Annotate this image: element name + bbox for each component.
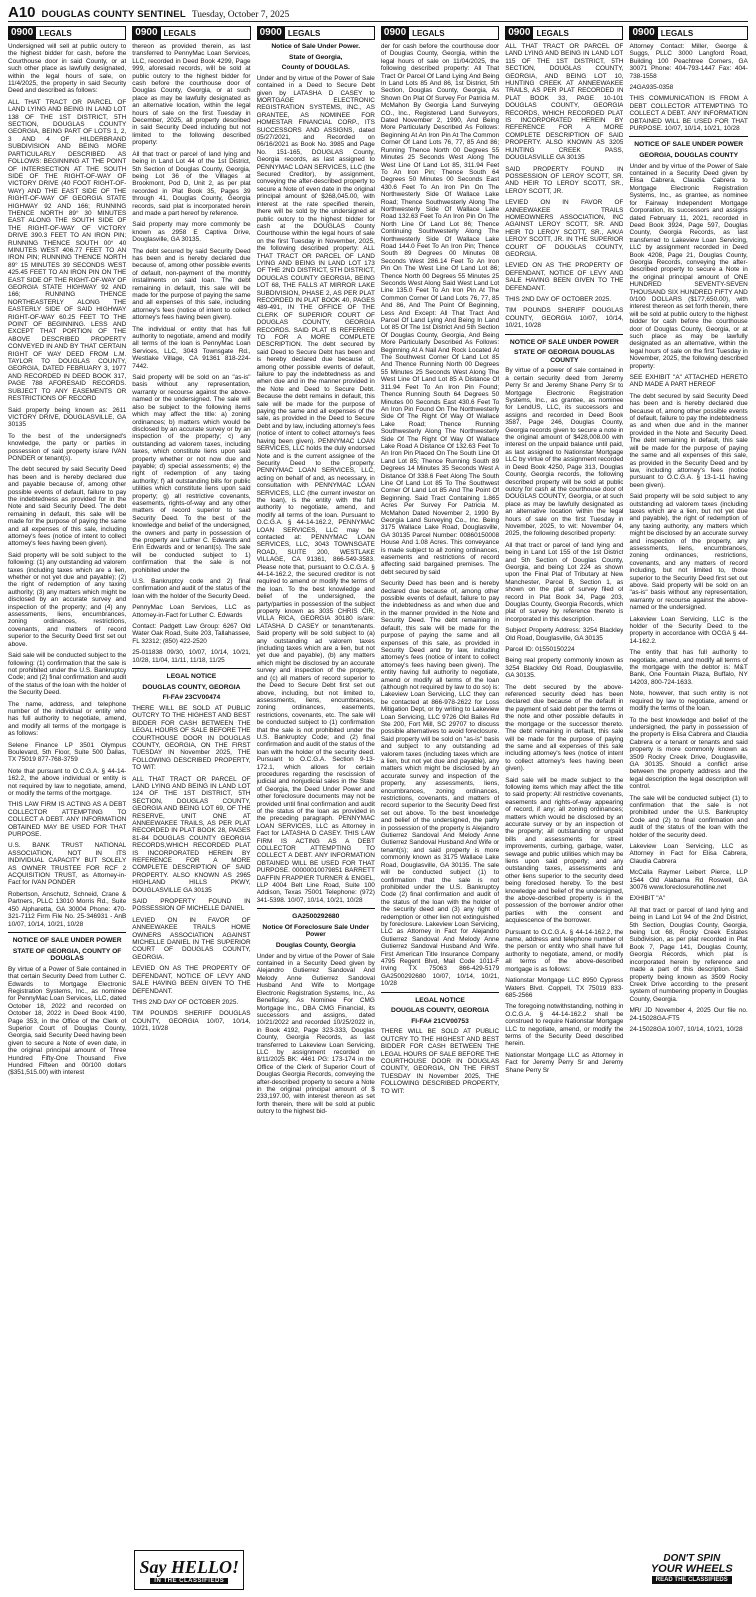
notice-divider [505,334,623,335]
notice-paragraph: Lakeview Loan Servicing, LLC as Attorney in Fact for Elisa Cabrera, Claudia Cabrera [629,843,748,865]
ad-headline: Say HELLO! [139,1556,240,1577]
notice-paragraph: LEVIED ON AS THE PROPERTY OF DEFENDANT, NOTICE OF LEVY AND SALE HAVING BEEN GIVEN TO THE DEFENDANT. [505,262,624,292]
notice-paragraph: Said sale will be conducted subject to the following: (1) confirmation that the sale is not prohibited under the U.S. Bankruptcy Code; and (2) final confirmation and audit of the status of the loan with the holder of the Security Deed. [8,652,127,697]
section-label: LEGALS [658,26,748,40]
section-header [257,26,375,40]
section-header [629,26,747,40]
masthead [8,4,748,22]
notice-paragraph: thereon as provided therein, as last transferred to PennyMac Loan Services, LLC, recorded in Deed Book 4299, Page 999, aforesaid records, will be sold at public outcry to the highest bidder for cash before the courthouse door of Douglas County, Georgia, or at such place as may be lawfully designated as an alternative location, within the legal hours of sale on the first Tuesday in December, 2025, all property described in said Security Deed including but not limited to the following described property: [132,43,251,147]
legal-column [257,26,375,1592]
notice-paragraph: Subject Property Address: 3254 Blackley Old Road, Douglasville, GA 30135 [505,627,624,642]
notice-paragraph: Said sale will be made subject to the following items which may affect the title to said property: All restrictive covenants, easements and rights-of-way appearing of record, if any; all zoning ordinances; matters which would be disclosed by an accurate survey or by an inspection of the property; all outstanding or unpaid bills and assessments for street improvements, curbing, garbage, water, sewage and public utilities which may be liens upon said property; and any outstanding taxes, assessments and other liens superior to the security deed being foreclosed hereby. To the best knowledge and belief of the undersigned, the above-described property is in the possession of the borrower and/or other parties with the consent and acquiescence of the borrower. [505,776,624,925]
section-header [381,26,499,40]
notice-divider [132,668,250,669]
notice-paragraph: Said property will be sold subject to any outstanding ad valorem taxes (including taxes which are a lien, but not yet due and payable), the right of redemption of any taxing authority, any matters which might be disclosed by an accurate survey and inspection of the property, any assessments, liens, encumbrances, zoning ordinances, restrictions, covenants, and any matters of record including, but not limited to, those superior to the Security Deed first set out above. Said property will be sold on an "as-is" basis without any representation, warranty or recourse against the above-named or the undersigned. [629,493,748,612]
legal-columns [8,26,748,1592]
notice-paragraph: THIS 2ND DAY OF OCTOBER 2025. [132,998,239,1006]
notice-paragraph: The individual or entity that has full authority to negotiate, amend and modify all terms of the loan is PennyMac Loan Services, LLC, 3043 Townsgate Rd., Westlake Village, CA 91361 818-224-7442. [132,325,251,370]
notice-paragraph: The debt secured by said Security Deed has been and is hereby declared due because of, among other possible events of default, non-payment of the monthly installments on said loan. The debt remaining in default, this sale will be made for the purpose of paying the same and all expenses of this sale, including attorney's fees (notice of intent to collect attorney's fees having been given). [132,247,251,322]
notice-paragraph: U.S. BANK TRUST NATIONAL ASSOCIATION, NOT IN ITS INDIVIDUAL CAPACITY BUT SOLELY AS OWNER TRUSTEE FOR RCF 2 ACQUISITION TRUST, as Attorney-in-Fact for IVAN PONDER [8,842,127,887]
notice-paragraph: Security Deed has been and is hereby declared due because of, among other possible events of default, failure to pay the indebtedness as and when due and in the manner provided in the Note and Security Deed. The debt remaining in default, this sale will be made for the purpose of paying the same and all expenses of this sale, as provided in Security Deed and by law, including attorney's fees (notice of intent to collect attorney's fees having been given). The entity having full authority to negotiate, amend or modify all terms of the loan (although not required by law to do so) is: Lakeview Loan Servicing, LLC they can be contacted at 866-978-2622 for Loss Mitigation Dept, or by writing to Lakeview Loan Servicing, LLC 9726 Old Bailes Rd Ste 200, Fort Mill, SC 29707 to discuss possible alternatives to avoid foreclosure. Said property will be sold on "as-is" basis and subject to any outstanding ad valorem taxes (including taxes which are a lien, but not yet due and payable), any matters which might be disclosed by an accurate survey and inspection of the property, any assessments, liens, encumbrances, zoning ordinances, restrictions, covenants, and matters of record superior to the Security Deed first set out above. To the best knowledge and belief of the undersigned, the party in possession of the property is Alejandro Gutierrez Sandoval And Melody Anne Gutierrez Sandoval Husband And Wife or tenant(s); and said property is more commonly known as 3175 Wallace Lake Road, Douglasville, GA 30135. The sale will be conducted subject (1) to confirmation that the sale is not prohibited under the U.S. Bankruptcy Code (2) final confirmation and audit of the status of the loan with the holder of the security deed and (3) any right of redemption or other lien not extinguished by foreclosure. Lakeview Loan Servicing, LLC as Attorney in Fact for Alejandro Gutierrez Sandoval And Melody Anne Gutierrez Sandoval Husband And Wife. First American Title Insurance Company 4795 Regent Blvd, Mail Code 1011-F Irving TX 75063 866-429-5179 GA2500292680 10/07, 10/14, 10/21, 10/28 [380,580,500,988]
notice-paragraph: Selene Finance LP 3501 Olympus Boulevard, 5th Floor, Suite 500 Dallas, TX 75019 877-768-3759 [8,741,127,764]
section-header [8,26,126,40]
notice-paragraph: THIS 2ND DAY OF OCTOBER 2025. [505,296,612,303]
notice-body [8,43,126,1077]
notice-paragraph: Under and by virtue of the Power of Sale contained in a Deed to Secure Debt given by LATASHA D CASEY to MORTGAGE ELECTRONIC REGISTRATION SYSTEMS, INC., AS GRANTEE, AS NOMINEE FOR HOMESTAR FINANCIAL CORP., ITS SUCCESSORS AND ASSIGNS, dated 05/27/2021, and Recorded on 06/16/2021 as Book No. 3985 and Page No. 151-165, DOUGLAS County, Georgia records, as last assigned to PENNYMAC LOAN SERVICES, LLC (the Secured Creditor), by assignment, conveying the after-described property to secure a Note of even date in the original principal amount of $268,045.00, with interest at the rate specified therein, there will be sold by the undersigned at public outcry to the highest bidder for cash at the DOUGLAS County Courthouse within the legal hours of sale on the first Tuesday in November, 2025, the following described property: ALL THAT TRACT OR PARCEL OF LAND LYING AND BEING IN LAND LOT 173 OF THE 2ND DISTRICT, 5TH DISTRICT, DOUGLAS COUNTY GEORGIA, BEING LOT 68, THE FALLS AT MIRROR LAKE SUBDIVISION, PHASE 2, AS PER PLAT RECORDED IN PLAT BOOK 40, PAGES 489-491, IN THE OFFICE OF THE CLERK OF SUPERIOR COURT OF DOUGLAS COUNTY, GEORGIA RECORDS. SAID PLAT IS REFERRED TO FOR A MORE COMPLETE DESCRIPTION. The debt secured by said Deed to Secure Debt has been and is hereby declared due because of, among other possible events of default, failure to pay the indebtedness as and when due and in the manner provided in the Note and Deed to Secure Debt. Because the debt remains in default, this sale will be made for the purpose of paying the same and all expenses of the sale, as provided in the Deed to Secure Debt and by law, including attorney's fees (notice of intent to collect attorney's fees having been given). PENNYMAC LOAN SERVICES, LLC holds the duly endorsed Note and is the current assignee of the Security Deed to the property. PENNYMAC LOAN SERVICES, LLC, acting on behalf of and, as necessary, in consultation with PENNYMAC LOAN SERVICES, LLC (the current investor on the loan), is the entity with the full authority to negotiate, amend, and modify all terms of the loan. Pursuant to O.C.G.A. § 44-14-162.2, PENNYMAC LOAN SERVICES, LLC may be contacted at: PENNYMAC LOAN SERVICES, LLC, 3043 TOWNSGATE ROAD, SUITE 200, WESTLAKE VILLAGE, CA 91361, 866-549-3583. Please note that, pursuant to O.C.G.A. § 44-14-162.2, the secured creditor is not required to amend or modify the terms of the loan. To the best knowledge and belief of the undersigned, the party/parties in possession of the subject property known as 3035 CHRIS CIR, VILLA RICA, GEORGIA 30180 is/are: LATASHA D CASEY or tenant/tenants. Said property will be sold subject to (a) any outstanding ad valorem taxes (including taxes which are a lien, but not yet due and payable), (b) any matters which might be disclosed by an accurate survey and inspection of the property, and (c) all matters of record superior to the Deed to Secure Debt first set out above, including, but not limited to, assessments, liens, encumbrances, zoning ordinances, easements, restrictions, covenants, etc. The sale will be conducted subject to (1) confirmation that the sale is not prohibited under the U.S. Bankruptcy Code; and (2) final confirmation and audit of the status of the loan with the holder of the security deed. Pursuant to O.C.G.A. Section 9-13-172.1, which allows for certain procedures regarding the rescission of judicial and nonjudicial sales in the State of Georgia, the Deed Under Power and other foreclosure documents may not be provided until final confirmation and audit of the status of the loan as provided in the preceding paragraph. PENNYMAC LOAN SERVICES, LLC as Attorney in Fact for LATASHA D CASEY. THIS LAW FIRM IS ACTING AS A DEBT COLLECTOR ATTEMPTING TO COLLECT A DEBT. ANY INFORMATION OBTAINED WILL BE USED FOR THAT PURPOSE. 00000010079851 BARRETT DAFFIN FRAPPIER TURNER & ENGEL, LLP 4004 Belt Line Road, Suite 100 Addison, Texas 75001 Telephone: (972) 341-5398. 10/07, 10/14, 10/21, 10/28 [256,74,375,904]
notice-paragraph: SAID PROPERTY FOUND IN POSSESSION OF MICHELLE DANIEL [132,898,251,913]
notice-paragraph: The debt secured by the above-referenced security deed has been declared due because of the default in the payment of said debt per the terms of the note and other possible defaults in the mortgage or the successor thereto. The debt remaining in default, this sale will be made for the purpose of paying the same and all expenses of this sale including attorney's fees (notice of intent to collect attorney's fees having been given). [505,683,624,773]
ad-tagline: IN THE CLASSIFIEDS [150,1578,228,1584]
notice-paragraph: Undersigned will sell at public outcry to the highest bidder for cash, before the Courthouse door in said County, or at such other place as lawfully designated, within the legal hours of sale, on 11/4/2025, the property in said Security Deed and described as follows: [8,43,127,95]
notice-paragraph: 24-15028GA 10/07, 10/14, 10/21, 10/28 [629,1025,743,1033]
section-header [132,26,250,40]
notice-paragraph: Note, however, that such entity is not required by law to negotiate, amend or modify the terms of the loan. [629,690,748,713]
classifieds-ad [636,1548,748,1590]
legal-column [381,26,499,1592]
notice-paragraph: Under and by virtue of the Power of Sale contained in a Security Deed given by Elisa Cabrera, Claudia Cabrera to Mortgage Electronic Registration Systems, Inc., as grantee, as nominee for Fairway Independent Mortgage Corporation, its successors and assigns dated February 11, 2021, recorded in Deed Book 3924, Page 597, Douglas County, Georgia Records, as last transferred to Lakeview Loan Servicing, LLC by assignment recorded in Deed Book 4208, Page 21, Douglas County, Georgia Records, conveying the after-described property to secure a Note in the original principal amount of ONE HUNDRED SEVENTY-SEVEN THOUSAND SIX HUNDRED FIFTY AND 0/100 DOLLARS ($177,650.00), with interest thereon as set forth therein, there will be sold at public outcry to the highest bidder for cash before the courthouse door of Douglas County, Georgia, or at such place as may be lawfully designated as an alternative, within the legal hours of sale on the first Tuesday in November, 2025, the following described property: [629,162,748,370]
section-code: 0900 [505,26,533,40]
section-code: 0900 [629,26,657,40]
notice-paragraph: Said property being known as: 2611 VICTORY DRIVE, DOUGLASVILLE, GA 30135 [8,406,127,429]
notice-paragraph: der for cash before the courthouse door of Douglas County, Georgia, within the legal hours of sale on 11/04/2025, the following described property: All That Tract Or Parcel Of Land Lying And Being In Land Lots 85 And 86, 1st District, 5th Section, Douglas County, Georgia, As Shown On Plat Of Survey For Patricia M. McMahon By Georgia Land Surveying CO., Inc., Registered Land Surveyors, Dated November 2, 1990, And Being More Particularly Described As Follows: Beginning At An Iron Pin At The Common Corner Of Land Lots 76, 77, 85 And 86; Running Thence North 00 Degrees 55 Minutes 25 Seconds West Along The West Line Of Land Lot 85, 311.94 Feet To An Iron Pin; Thence South 64 Degrees 50 Minutes 00 Seconds East 430.6 Feet To An Iron Pin On The Northwesterly Side Of Wallace Lake Road; Thence Southwesterly Along The Northwesterly Side Of Wallace Lake Road 132.63 Feet To An Iron Pin On The North Line Of Land Lot 86; Thence Continuing Southwesterly Along The Northwesterly Side Of Wallace Lake Road 144.0 Feet To An Iron Pin; Thence South 89 Degrees 00 Minutes 08 Seconds West 286.14 Feet To An Iron Pin On The West Line Of Land Lot 86; Thence North 00 Degrees 55 Minutes 25 Seconds West Along Said West Land Lot Line 135.0 Feet To An Iron Pin At The Common Corner Of Land Lots 76, 77, 85 And 86, And The Point Of Beginning, Less And Except: All That Tract And Parcel Of Land Lying And Being In Land Lot 85 Of The 1st District And 5th Section Of Douglas County, Georgia, And Being More Particularly Described As Follows: Beginning At A Nail And Rock Located At The Southwest Corner Of Land Lot 85 And Thence Running North 00 Degrees 55 Minutes 25 Seconds West Along The West Line Of Land Lot 85 A Distance Of 311.94 Feet To An Iron Pin Found; Thence Running South 64 Degrees 50 Minutes 00 Seconds East 430.6 Feet To An Iron Pin Found On The Northwesterly Side Of The Right Of Way Of Wallace Lake Road; Thence Running Southwesterly Along The Northwesterly Side Of The Right Of Way Of Wallace Lake Road A Distance Of 132.63 Feet To An Iron Pin Placed On The South Line Of Land Lot 85; Thence Running South 89 Degrees 14 Minutes 35 Seconds West A Distance Of 338.6 Feet Along The South Line Of Land Lot 85 To The Southwest Corner Of Land Lot 85 And The Point Of Beginning. Said Tract Containing 1.865 Acres Per Survey For Patricia M. McMahon Dated November 2, 1990 By Georgia Land Surveying Co., Inc. Being 3175 Wallace Lake Road, Douglasville, GA 30135 Parcel Number: 00860150008 House And 1.08 Acres. This conveyance is made subject to all zoning ordinances, easements and restrictions of record affecting said bargained premises. The debt secured by said [380,43,500,576]
notice-paragraph: Nationstar Mortgage LLC as Attorney in Fact for Jeremy Perry Sr and Jeremy Shane Perry Sr [505,1051,624,1074]
notice-title: Notice Of Foreclosure Sale Under Power [262,923,370,939]
notice-paragraph: Contact: Padgett Law Group: 6267 Old Water Oak Road, Suite 203, Tallahassee, FL 32312; (850) 422-2520 [132,623,251,645]
section-code: 0900 [257,26,285,40]
notice-body [629,43,747,1033]
notice-paragraph: Lakeview Loan Servicing, LLC is the holder of the Security Deed to the property in accordance with OCGA § 44-14-162.2. [629,615,748,645]
notice-paragraph: Robertson, Anschutz, Schneid, Crane & Partners, PLLC 13010 Morris Rd., Suite 450 Alpharetta, GA 30004 Phone: 470-321-7112 Firm File No. 25-346931 - AnB 10/07, 10/14, 10/21, 10/28 [8,890,127,928]
section-code: 0900 [381,26,409,40]
notice-paragraph: Nationstar Mortgage LLC 8950 Cypress Waters Blvd. Coppell, TX 75019 833-685-2566 [505,977,624,999]
notice-title: GEORGIA, DOUGLAS COUNTY [639,152,739,160]
notice-paragraph: EXHIBIT "A" [629,895,666,903]
notice-paragraph: The debt secured by said Security Deed has been and is hereby declared due because of, among other possible events of default, failure to pay the indebtedness as and when due and in the manner provided in the Note and Security Deed. The debt remaining in default, this sale will be made for the purpose of paying the same and all expenses of this sale, as provided in the Security Deed and by law, including attorney's fees (notice pursuant to O.C.G.A. § 13-1-11 having been given). [629,392,748,489]
notice-paragraph: Under and by virtue of the Power of Sale contained in a Security Deed given by Alejandro Gutierrez Sandoval And Melody Anne Gutierrez Sandoval Husband And Wife to Mortgage Electronic Registration Systems, Inc., As Beneficiary, As Nominee For CMG Mortgage Inc., DBA CMG Financial, its successors and assigns, dated 10/21/2022 and recorded 10/25/2022 in, in Book 4192, Page 323-333, Douglas County, Georgia Records, as last transferred to Lakeview Loan Servicing, LLC by assignment recorded on 8/11/2025 BK: 4461 PG: 173-174 in the Office of the Clerk of Superior Court of Douglas Georgia Records, conveying the after-described property to secure a Note in the original principal amount of $ 233,197.00, with interest thereon as set forth therein, there will be sold at public outcry to the highest bid- [256,952,375,1116]
notice-title: GA2500292680 [292,913,340,921]
notice-title: FI-FA# 23CV00474 [162,694,221,702]
notice-paragraph: ALL THAT TRACT OR PARCEL OF LAND LYING AND BEING IN LAND LOT 138 OF THE 1ST DISTRICT, 5TH SECTION, DOUGLAS COUNTY GEORGIA, BEING PART OF LOTS 1, 2, 3 AND 4 OF HILDERBRAND SUBDIVISION AND BEING MORE PARTICULARLY DESCRIBED AS FOLLOWS: BEGINNING AT THE POINT OF INTERSECTION AT THE SOUTH SIDE OF THE RIGHT-OF-WAY OF VICTORY DRIVE (40 FOOT RIGHT-OF-WAY) AND THE EAST SIDE OF THE RIGHT-OF-WAY OF GEORGIA STATE HIGHWAY 92 AND 166; RUNNING THENCE NORTH 89° 30 MINUTES EAST ALONG THE SOUTH SIDE OF THE RIGHT-OF-WAY OF VICTORY DRIVE 390.3 FEET TO AN IRON PIN; RUNNING THENCE SOUTH 00° 40 MINUTES WEST 406.77 FEET TO AN IRON PIN; RUNNING THENCE NORTH 89° 15 MINUTES 39 SECONDS WEST 425.45 FEET TO AN IRON PIN ON THE EAST SIDE OF THE RIGHT-OF-WAY OF GEORGIA STATE HIGHWAY 92 AND 166; RUNNING THENCE NORTHEASTERLY ALONG THE EASTERLY SIDE OF SAID HIGHWAY RIGHT-OF-WAY 60.25 FEET TO THE POINT OF BEGINNING. LESS AND EXCEPT THAT PORTION OF THE ABOVE DESCRIBED PROPERTY CONVEYED IN AND BY THAT CERTAIN RIGHT OF WAY DEED FROM L.M. TAYLOR TO DOUGLAS COUNTY, GEORGIA, DATED FEBRUARY 3, 1977 AND RECORDED IN DEED BOOK 317, PAGE 788 AFORESAID RECORDS. SUBJECT TO ANY EASEMENTS OR RESTRICTIONS OF RECORD [8,98,127,403]
notice-title: STATE OF GEORGIA DOUGLAS COUNTY [514,349,615,364]
legal-column [132,26,250,1592]
notice-paragraph: PennyMac Loan Services, LLC as Attorney-in-Fact for Luther C. Edwards [132,604,251,619]
section-code: 0900 [132,26,160,40]
notice-title: NOTICE OF SALE UNDER POWER [509,338,619,346]
notice-body [132,43,250,1083]
notice-paragraph: The foregoing notwithstanding, nothing in O.C.G.A. § 44-14-162.2 shall be construed to require Nationstar Mortgage LLC to negotiate, amend, or modify the terms of the Security Deed described herein. [505,1003,624,1048]
legal-column [629,26,747,1592]
notice-paragraph: LEVIED ON IN FAVOR OF ANNEEWAKEE TRAILS HOME OWNERS ASSOCIATION AGAINST MICHELLE DANIEL IN THE SUPERIOR COURT OF DOUGLAS COUNTY, GEORGIA. [132,916,251,961]
notice-divider [629,136,747,137]
notice-divider [257,908,375,909]
notice-paragraph: By virtue of a power of sale contained in a certain security deed from Jeremy Perry Sr and Jeremy Shane Perry Sr to Mortgage Electronic Registration Systems, Inc., as grantee, as nominee for LendUS, LLC, its successors and assigns and recorded in Deed Book 3587, Page 246, Douglas County, Georgia records given to secure a note in the original amount of $428,008.00 with interest on the unpaid balance until paid, as last assigned to Nationstar Mortgage LLC by virtue of the assignment recorded in Deed Book 4250, Page 313, Douglas County, Georgia records, the following described property will be sold at public outcry for cash at the courthouse door of DOUGLAS COUNTY, Georgia, or at such place as may be lawfully designated as an alternative location within the legal hours of sale on the first Tuesday in November, 2025, to wit: November 04, 2025, the following described property: [505,367,624,538]
notice-body [505,43,623,1074]
notice-paragraph: The name, address, and telephone number of the individual or entity who has full authority to negotiate, amend, and modify all terms of the mortgage is as follows: [8,700,127,738]
notice-paragraph: To the best of the undersigned's knowledge, the party or parties in possession of said property is/are IVAN PONDER or tenant(s). [8,432,127,462]
legal-column [505,26,623,1592]
notice-paragraph: MR/ JD November 4, 2025 Our file no. 24-15028GA-FT5 [629,1007,748,1022]
notice-title: LEGAL NOTICE [166,673,217,681]
notice-paragraph: Attorney Contact: Miller, George & Suggs, PLLC 3000 Langford Road, Building 100 Peachtree Corners, GA 30071 Phone: 404-793-1447 Fax: 404-738-1558 [629,43,748,80]
notice-title: State of Georgia, [288,53,343,61]
notice-paragraph: Said property may more commonly be known as 2958 E Captiva Drive, Douglasville, GA 30135. [132,221,251,244]
notice-paragraph: ALL THAT TRACT OR PARCEL OF LAND LYING AND BEING IN LAND LOT 115 OF THE 1ST DISTRICT, 5TH SECTION, DOUGLAS COUNTY, GEORGIA, AND BEING LOT 10, HUNTING CREEK AT ANNEEWAKEE TRAILS, AS PER PLAT RECORDED IN PLAT BOOK 33, PAGE 10-101 DOUGLAS COUNTY, GEORGIA RECORDS, WHICH RECORDED PLAT IS INCORPORATED HEREIN BY REFERENCE FOR A MORE COMPLETE DESCRIPTION OF SAID PROPERTY. ALSO KNOWN AS 3205 HUNTING CREEK PASS, DOUGLASVILLE GA 30135 [505,43,624,162]
notice-paragraph: Said property will be sold on an "as-is" basis without any representation, warranty or recourse against the above-named or the undersigned. The sale will also be subject to the following items which may affect the title: a) zoning ordinances; b) matters which would be disclosed by an accurate survey or by an inspection of the property; c) any outstanding ad valorem taxes, including taxes, which constitute liens upon said property whether or not now due and payable; d) special assessments; e) the right of redemption of any taxing authority; f) all outstanding bills for public utilities which constitute liens upon said property; g) all restrictive covenants, easements, rights-of-way and any other matters of record superior to said Security Deed. To the best of the knowledge and belief of the undersigned, the owners and party in possession of the property are Luther C. Edwards and Erin Edwards and or tenant(s). The sale will be conducted subject to 1) confirmation that the sale is not prohibited under the [132,374,251,574]
notice-paragraph: The debt secured by said Security Deed has been and is hereby declared due and payable because of, among other possible events of default, failure to pay the indebtedness as provided for in the Note and said Security Deed. The debt remaining in default, this sale will be made for the purpose of paying the same and all expenses of this sale, including attorney's fees (notice of intent to collect attorney's fees having been given). [8,466,127,548]
section-label: LEGALS [533,26,623,40]
notice-title: DOUGLAS COUNTY, GEORGIA [142,683,241,691]
notice-paragraph: THIS LAW FIRM IS ACTING AS A DEBT COLLECTOR ATTEMPTING TO COLLECT A DEBT. ANY INFORMATION OBTAINED MAY BE USED FOR THAT PURPOSE. [8,801,127,839]
notice-divider [381,992,499,993]
section-label: LEGALS [409,26,499,40]
notice-paragraph: SAID PROPERTY FOUND IN POSSESSION OF LEROY SCOTT, SR. AND HEIR TO LEROY SCOTT, SR., LEROY SCOTT, JR. [505,165,624,195]
notice-paragraph: 24GA935-0358 [629,84,674,92]
notice-paragraph: All that tract or parcel of land lying and being in Land Lot 94 of the 2nd District, 5th Section, Douglas County, Georgia, being Lot 68, Rocky Creek Estates Subdivision, as per plat recorded in Plat Book 7, Page 141, Douglas County, Georgia Records, which plat is incorporated herein by reference and made a part of this description. Said property being known as 3509 Rocky Creek Drive according to the present system of numbering property in Douglas County, Georgia. [629,906,748,1003]
section-label: LEGALS [36,26,126,40]
section-code: 0900 [8,26,36,40]
notice-title: DOUGLAS COUNTY, GEORGIA [390,1007,490,1015]
notice-paragraph: 25-011838 09/30, 10/07, 10/14, 10/21, 10/28, 11/04, 11/11, 11/18, 11/25 [132,649,251,664]
notice-title: NOTICE OF SALE UNDER POWER [634,141,744,149]
notice-paragraph: Parcel ID: 01550150224 [505,646,575,654]
notice-title: STATE OF GEORGIA, COUNTY OF DOUGLAS [12,947,122,963]
notice-paragraph: THIS COMMUNICATION IS FROM A DEBT COLLECTOR ATTEMPTING TO COLLECT A DEBT. ANY INFORMATION OBTAINED WILL BE USED FOR THAT PURPOSE. 10/07, 10/14, 10/21, 10/28 [629,95,748,133]
notice-body [381,43,499,1095]
notice-paragraph: TIM POUNDS SHERIFF DOUGLAS COUNTY, GEORGIA 10/07, 10/14, 10/21, 10/28 [132,1010,251,1033]
notice-paragraph: All that tract or parcel of land lying and being in Land Lot 155 of the 1st District and 5th Section of Douglas County, Georgia, and being Lot 224 as shown upon the Final Plat of Tributary at New Manchester, Parcel B, Section 1, as shown on the plat of survey filed of record in Plat Book 34, Page 203, Douglas County, Georgia Records, which plat of survey by reference thereto is incorporated in this description. [505,541,624,623]
notice-paragraph: U.S. Bankruptcy code and 2) final confirmation and audit of the status of the loan with the holder of the Security Deed. [132,578,251,600]
notice-paragraph: LEVIED ON AS THE PROPERTY OF DEFENDANT, NOTICE OF LEVY AND SALE HAVING BEEN GIVEN TO THE DEFENDANT. [132,965,251,995]
notice-title: FI-FA# 21CV00753 [411,1017,469,1025]
legal-column [8,26,126,1592]
notice-paragraph: Said property will be sold subject to the following: (1) any outstanding ad valorem taxes (including taxes which are a lien, whether or not yet due and payable); (2) the right of redemption of any taxing authority; (3) any matters which might be disclosed by an accurate survey and inspection of the property; and (4) any assessments, liens, encumbrances, zoning ordinances, restrictions, covenants, and matters of record superior to the Security Deed first set out above. [8,551,127,648]
section-header [505,26,623,40]
notice-title: Douglas County, Georgia [275,942,356,950]
ad-headline: YOUR WHEELS [650,1563,733,1575]
notice-paragraph: Pursuant to O.C.G.A. § 44-14-162.2, the name, address and telephone number of the person or entity who shall have full authority to negotiate, amend, or modify all terms of the above-described mortgage is as follows: [505,928,624,973]
notice-paragraph: THERE WILL BE SOLD AT PUBLIC OUTCRY TO THE HIGHEST AND BEST BIDDER FOR CASH BETWEEN THE LEGAL HOURS OF SALE BEFORE THE COURTHOUSE DOOR IN DOUGLAS COUNTY, GEORGIA, ON THE FIRST TUESDAY IN November 2025, THE FOLLOWING DESCRIBED PROPERTY, TO WIT: [132,704,251,772]
notice-title: Notice of Sale Under Power. [271,43,361,50]
notice-title: LEGAL NOTICE [415,996,465,1004]
notice-body [257,43,375,1116]
ad-headline: DON'T SPIN [663,1553,721,1564]
notice-paragraph: THERE WILL BE SOLD AT PUBLIC OUTCRY TO THE HIGHEST AND BEST BIDDER FOR CASH BETWEEN THE LEGAL HOURS OF SALE BEFORE THE COURTHOUSE DOOR IN DOUGLAS COUNTY, GEORGIA, ON THE FIRST TUESDAY IN November 2025, THE FOLLOWING DESCRIBED PROPERTY, TO WIT: [380,1028,500,1095]
notice-paragraph: TIM POUNDS SHERIFF DOUGLAS COUNTY, GEORGIA 10/07, 10/14, 10/21, 10/28 [505,307,624,330]
notice-title: County of DOUGLAS. [281,64,350,72]
notice-paragraph: LEVIED ON IN FAVOR OF ANNEEWAKEE TRAILS HOMEOWNERS ASSOCIATION, INC AGAINST LEROY SCOTT, SR. AND HEIR TO LEROY SCOTT, SR., A/K/A LEROY SCOTT, JR. IN THE SUPERIOR COURT OF DOUGLAS COUNTY, GEORGIA. [505,199,624,258]
notice-paragraph: SEE EXHIBIT "A" ATTACHED HERETO AND MADE A PART HEREOF [629,374,748,389]
notice-paragraph: To the best knowledge and belief of the undersigned, the party in possession of the property is Elisa Cabrera and Claudia Cabrera or a tenant or tenants and said property is more commonly known as 3509 Rocky Creek Drive, Douglasville, GA 30135. Should a conflict arise between the property address and the legal description the legal description will control. [629,716,748,791]
notice-paragraph: All that tract or parcel of land lying and being in Land Lot 44 of the 1st District, 5th Section of Douglas County, Georgia, being Lot 36 of the Villages at Brookmont, Pod D, Unit 2, as per plat recorded in Plat Book 35, Pages 39 through 41, Douglas County, Georgia records, said plat is incorporated herein and made a part hereof by reference. [132,150,251,217]
section-label: LEGALS [161,26,251,40]
notice-paragraph: Being real property commonly known as 3254 Blackley Old Road, Douglasville, GA 30135. [505,657,624,680]
page-number: A10 [8,4,36,21]
notice-paragraph: ALL THAT TRACT OR PARCEL OF LAND LYING AND BEING IN LAND LOT 124 OF THE 1ST DISTRICT, 5TH SECTION, DOUGLAS COUNTY, GEORGIA AND BEING LOT 69, OF THE RESERVE, UNIT ONE AT ANNEEWAKEE TRAILS, AS PER PLAT RECORDED IN PLAT BOOK 28, PAGES 81-84 DOUGLAS COUNTY GEORGIA RECORDS,WHICH RECORDED PLAT IS INCORPORATED HEREIN BY REFERENCE FOR A MORE COMPLETE DESCRIPTION OF SAID PROPERTY. ALSO KNOWN AS 2965 HIGHLAND HILLS PKWY, DOUGLASVILLE GA 30135 [132,775,251,894]
notice-paragraph: McCalla Raymer Leibert Pierce, LLP 1544 Old Alabama Rd Roswell, GA 30076 www.foreclosurehotline.net [629,869,748,892]
notice-title: NOTICE OF SALE UNDER POWER [12,936,122,944]
notice-paragraph: By virtue of a Power of Sale contained in that certain Security Deed from Luther C. Edwards to Mortgage Electronic Registration Systems, Inc., as nominee for PennyMac Loan Services, LLC, dated October 18, 2022 and recorded on October 18, 2022 in Deed Book 4190, Page 353, in the Office of the Clerk of Superior Court of Douglas County, Georgia, said Security Deed having been given to secure a Note of even date, in the original principal amount of Three Hundred Fifty-One Thousand Five Hundred Fifteen and 00/100 dollars ($351,515.00) with interest [8,965,127,1077]
notice-paragraph: Note that pursuant to O.C.G.A. § 44-14-162.2, the above individual or entity is not required by law to negotiate, amend, or modify the terms of the mortgage. [8,767,127,797]
notice-paragraph: The sale will be conducted subject (1) to confirmation that the sale is not prohibited under the U.S. Bankruptcy Code and (2) to final confirmation and audit of the status of the loan with the holder of the security deed. [629,794,748,839]
paper-name: DOUGLAS COUNTY SENTINEL [41,9,186,20]
ad-tagline: READ THE CLASSIFIEDS [652,1576,732,1584]
section-label: LEGALS [285,26,375,40]
notice-divider [8,932,126,933]
notice-paragraph: The entity that has full authority to negotiate, amend, and modify all terms of the mortgage with the debtor is: M&T Bank, One Fountain Plaza, Buffalo, NY 14203, 800-724-1633. [629,649,748,686]
issue-date: Tuesday, October 7, 2025 [191,10,290,20]
classifieds-ad [134,1550,244,1590]
